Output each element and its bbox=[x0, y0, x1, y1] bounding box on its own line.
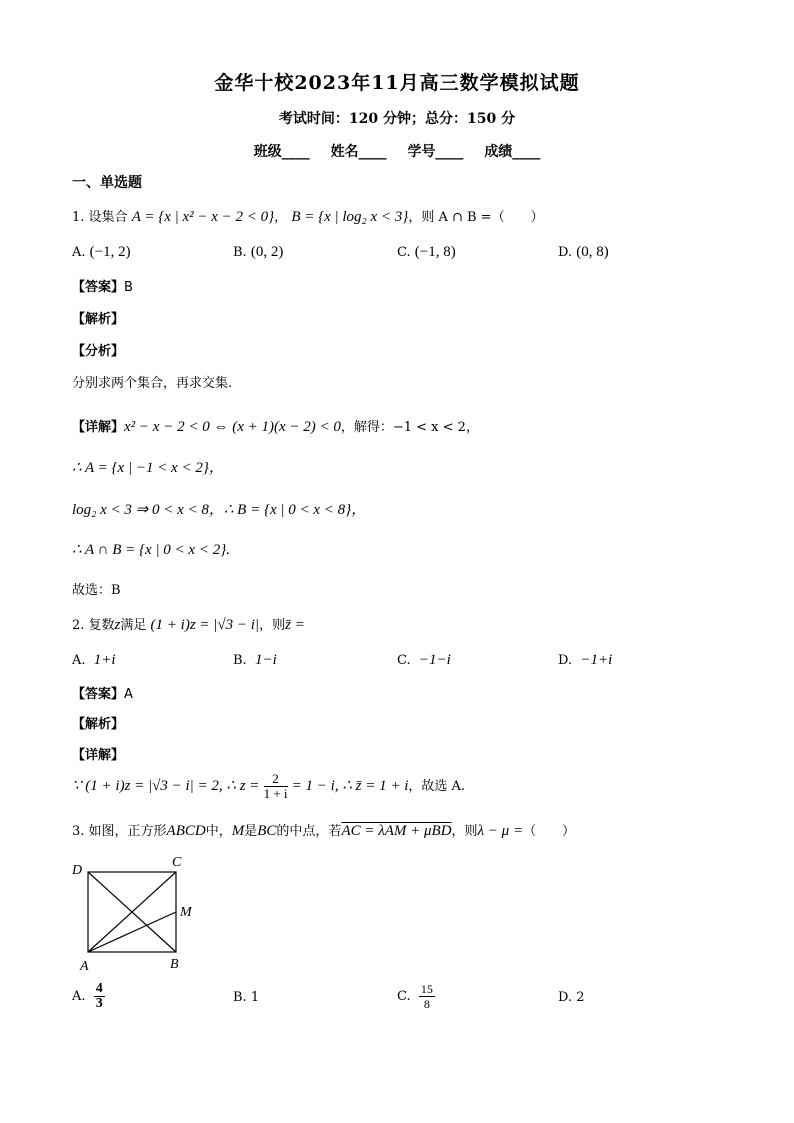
q1-detail-4: ∴ A ∩ B = {x | 0 < x < 2}. bbox=[72, 542, 230, 558]
page-title: 金华十校2023年11月高三数学模拟试题 bbox=[214, 72, 580, 94]
student-fields bbox=[0, 141, 794, 161]
q2-option-d[interactable]: D. −1+i bbox=[558, 652, 613, 668]
q3-option-a[interactable]: A. $\frac{4}{3}$ bbox=[72, 981, 103, 1011]
q1-analysis-tag: 【解析】 bbox=[72, 312, 125, 327]
q1-fenxi-tag: 【分析】 bbox=[72, 344, 125, 359]
q2-option-a[interactable]: A. 1+i bbox=[72, 652, 116, 668]
q1-option-b[interactable]: B. (0, 2) bbox=[233, 244, 284, 260]
q1-choose: 故选：B bbox=[72, 583, 121, 598]
q1-fenxi-text: 分别求两个集合，再求交集. bbox=[72, 376, 233, 391]
q2-detail-tag: 【详解】 bbox=[72, 748, 125, 763]
q1-option-c[interactable]: C. (−1, 8) bbox=[397, 244, 456, 260]
label-b: B bbox=[170, 957, 179, 972]
segment-am bbox=[88, 912, 176, 952]
field-name: 姓名____ bbox=[330, 144, 387, 160]
label-c: C bbox=[172, 855, 182, 870]
q1-set-b: B = {x | log₂ x < 3} bbox=[291, 209, 409, 225]
square-diagram bbox=[70, 852, 210, 976]
field-id: 学号____ bbox=[407, 144, 464, 160]
q3-option-d[interactable]: D. 2 bbox=[558, 990, 585, 1005]
q2-option-c[interactable]: C. −1−i bbox=[397, 652, 451, 668]
q1-set-a: A = {x | x² − x − 2 < 0} bbox=[131, 209, 275, 225]
section-heading: 一、单选题 bbox=[72, 175, 142, 191]
q2-detail: ∵ (1 + i)z = |√3 − i| = 2, ∴ z = $\frac{2}{1 + i}$ = 1 − i, ∴ z̄ = 1 + i，故选 A. bbox=[72, 771, 466, 801]
q1-detail-2: ∴ A = {x | −1 < x < 2}， bbox=[72, 460, 224, 476]
exam-info: 考试时间：120 分钟；总分：150 分 bbox=[278, 111, 516, 127]
field-class: 班级____ bbox=[253, 144, 310, 160]
label-d: D bbox=[72, 863, 83, 878]
label-m: M bbox=[180, 905, 192, 920]
q1-detail-1: 【详解】x² − x − 2 < 0 ⇔ (x + 1)(x − 2) < 0，解得：−1 < x < 2， bbox=[72, 419, 479, 435]
q1-detail-3: log₂ x < 3 ⇒ 0 < x < 8，∴ B = {x | 0 < x < 8}， bbox=[72, 502, 367, 518]
q3-option-b[interactable]: B. 1 bbox=[233, 990, 260, 1005]
q2-stem: 2. 复数z满足 (1 + i)z = |√3 − i|，则z̄ = bbox=[72, 617, 305, 633]
q2-analysis-tag: 【解析】 bbox=[72, 717, 125, 732]
q2-fraction: $\frac{2}{1 + i}$ bbox=[263, 771, 288, 801]
q1-option-a[interactable]: A. (−1, 2) bbox=[72, 244, 131, 260]
q1-stem: 1. 设集合 A = {x | x² − x − 2 < 0}， B = {x | log₂ x < 3}，则 A ∩ B =（ ） bbox=[72, 209, 544, 225]
q2-option-b[interactable]: B. 1−i bbox=[233, 652, 277, 668]
q1-option-d[interactable]: D. (0, 8) bbox=[558, 244, 609, 260]
q3-option-c[interactable]: C. $\frac{15}{8}$ bbox=[397, 982, 433, 1011]
q3-stem: 3. 如图，正方形ABCD中，M是BC的中点，若AC = λAM + μBD，则λ − μ =（ ） bbox=[72, 823, 576, 839]
q2-answer: 【答案】A bbox=[72, 687, 133, 702]
q1-answer: 【答案】B bbox=[72, 280, 133, 295]
label-a: A bbox=[80, 959, 89, 974]
field-score: 成绩____ bbox=[484, 144, 541, 160]
